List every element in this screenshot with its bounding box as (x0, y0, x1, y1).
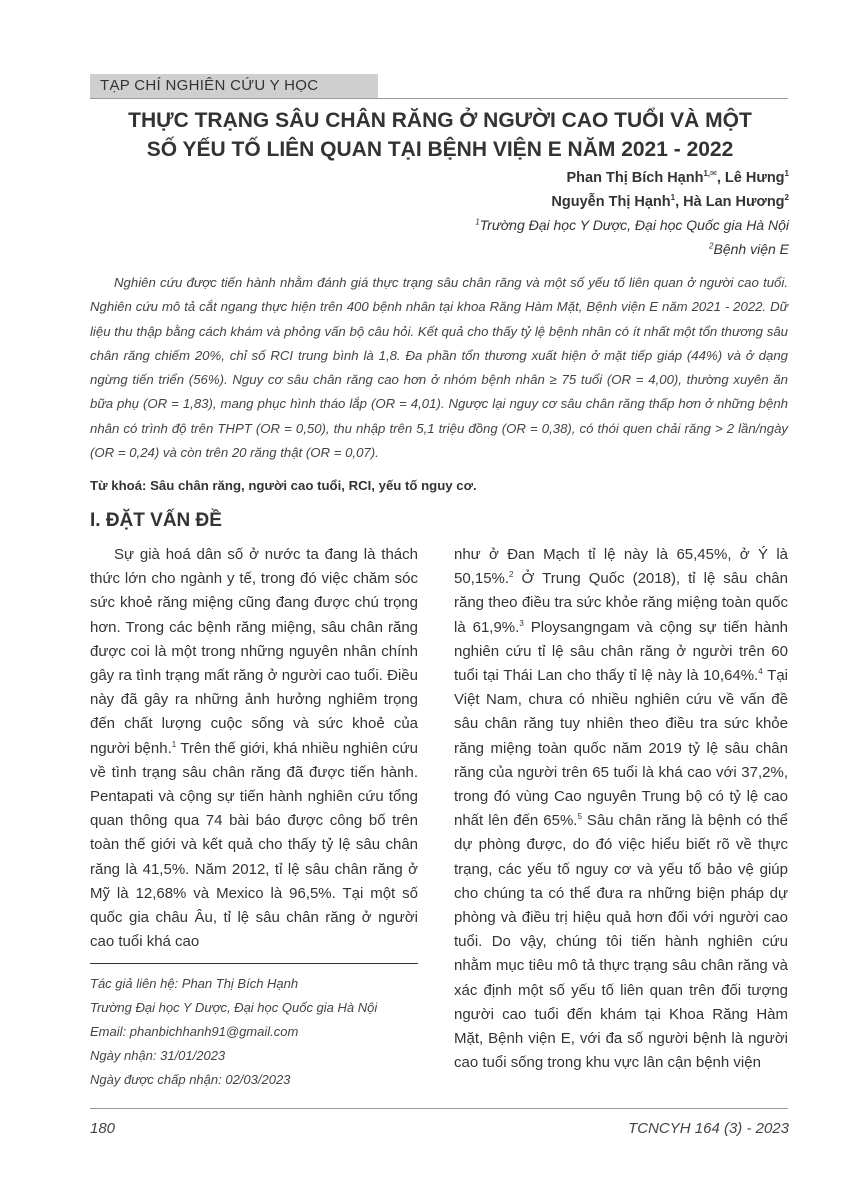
author-name: Hà Lan Hương (683, 194, 785, 210)
footnote-rule (90, 963, 418, 964)
citation-ref[interactable]: 3 (519, 618, 524, 628)
author-list (551, 166, 789, 214)
received-date: Ngày nhận: 31/01/2023 (90, 1048, 226, 1063)
journal-reference: TCNCYH 164 (3) - 2023 (628, 1120, 789, 1137)
author-name: Phan Thị Bích Hạnh (566, 170, 704, 186)
journal-name: TẠP CHÍ NGHIÊN CỨU Y HỌC (100, 77, 319, 94)
page-number: 180 (90, 1120, 116, 1137)
body-column-left: Sự già hoá dân số ở nước ta đang là thách thức lớn cho ngành y tế, trong đó việc chăm sóc sức khoẻ răng miệng cũng đang được chú trọng hơn. Trong các bệnh răng miệng, sâu chân răng được coi là một trong những nguyên nhân chính gây ra tình trạng mất răng ở người cao tuổi. Điều này đã gây ra những ảnh hưởng nghiêm trọng đến chất lượng cuộc sống và sức khoẻ của người bệnh.$^1$ Trên thế giới, khá nhiều nghiên cứu về tình trạng sâu chân răng đã được tiến hành. Pentapati và cộng sự tiến hành nghiên cứu tổng quan thông qua 74 bài báo được công bố trên toàn thế giới và kết quả cho thấy tỷ lệ sâu chân răng là 41,5%. Năm 2012, tỉ lệ sâu chân răng ở Mỹ là 12,68% và Mexico là 96,5%. Tại một số quốc gia châu Âu, tỉ lệ sâu chân răng ở người cao tuổi khá cao (90, 546, 418, 951)
citation-ref[interactable]: 5 (577, 812, 582, 822)
title-line-1: THỰC TRẠNG SÂU CHÂN RĂNG Ở NGƯỜI CAO TUỔI VÀ MỘT (128, 109, 752, 132)
keywords-label: Từ khoá: (90, 478, 147, 493)
footer-rule (90, 1108, 788, 1109)
body-column-right: như ở Đan Mạch tỉ lệ này là 65,45%, ở Ý là 50,15%.$^2$ Ở Trung Quốc (2018), tỉ lệ sâu chân răng theo điều tra sức khỏe răng miệng toàn quốc là 61,9%.$^3$ Ploysangngam và cộng sự tiến hành nghiên cứu tỉ lệ sâu chân răng ở người trên 60 tuổi tại Thái Lan cho thấy tỉ lệ này là 10,64%.$^4$ Tại Việt Nam, chưa có nhiều nghiên cứu về vấn đề sâu chân răng tuy nhiên theo điều tra sức khỏe răng miệng toàn quốc năm 2019 tỷ lệ sâu chân răng của người trên 65 tuổi là khá cao với 37,2%, trong đó vùng Cao nguyên Trung bộ có tỷ lệ cao nhất lên đến 65%.$^5$ Sâu chân răng là bệnh có thể dự phòng được, do đó việc hiểu biết rõ về thực trạng, các yếu tố nguy cơ và yếu tố bảo vệ giúp cho chúng ta có thể đưa ra những biện pháp dự phòng và điều trị hiệu quả hơn đối với người cao tuổi. Do vậy, chúng tôi tiến hành nghiên cứu nhằm mục tiêu mô tả thực trạng sâu chân răng và xác định một số yếu tố liên quan trên đối tượng người cao tuổi đến khám tại Khoa Răng Hàm Mặt, Bệnh viện E, với đa số người bệnh là người cao tuổi sống trong khu vực lân cận bệnh viện (454, 546, 789, 1072)
header-rule (90, 98, 788, 99)
keywords (90, 476, 788, 496)
author-line-2: Nguyễn Thị Hạnh$^1$, Hà Lan Hương$^2$ (551, 193, 789, 210)
title-line-2: SỐ YẾU TỐ LIÊN QUAN TẠI BỆNH VIỆN E NĂM 2021 - 2022 (146, 138, 734, 161)
author-affil-mark: 1 (670, 193, 676, 203)
section-heading: I. ĐẶT VẤN ĐỀ (90, 510, 222, 531)
author-line-1: Phan Thị Bích Hạnh$^{1,✉}$, Lê Hưng$^1$ (566, 169, 789, 186)
author-name: Lê Hưng (724, 170, 785, 186)
author-name: Nguyễn Thị Hạnh (551, 194, 671, 210)
corresponding-author: Tác giả liên hệ: Phan Thị Bích Hạnh (90, 976, 299, 991)
author-affil-mark: 1 (784, 169, 789, 179)
author-affil-mark: 1,✉ (703, 169, 717, 179)
affiliation-2: $^2$Bệnh viện E (709, 241, 789, 257)
citation-ref[interactable]: 4 (758, 667, 763, 677)
abstract: Nghiên cứu được tiến hành nhằm đánh giá thực trạng sâu chân răng và một số yếu tố liên quan ở người cao tuổi. Nghiên cứu mô tả cắt ngang thực hiện trên 400 bệnh nhân tại khoa Răng Hàm Mặt, Bệnh viện E năm 2021 - 2022. Dữ liệu thu thập bằng cách khám và phỏng vấn bộ câu hỏi. Kết quả cho thấy tỷ lệ bệnh nhân có ít nhất một tổn thương sâu chân răng chiếm 20%, chỉ số RCI trung bình là 1,8. Đa phần tổn thương xuất hiện ở mặt tiếp giáp (44%) và ở dạng ngừng tiến triển (56%). Nguy cơ sâu chân răng cao hơn ở nhóm bệnh nhân ≥ 75 tuổi (OR = 4,00), thường xuyên ăn bữa phụ (OR = 1,83), mang phục hình tháo lắp (OR = 4,01). Ngược lại nguy cơ sâu chân răng thấp hơn ở những bệnh nhân có trình độ trên THPT (OR = 0,50), thu nhập trên 5,1 triệu đồng (OR = 0,38), có thói quen chải răng > 2 lần/ngày (OR = 0,24) và còn trên 20 răng thật (OR = 0,07). (90, 275, 788, 461)
keywords-text: Sâu chân răng, người cao tuổi, RCI, yếu tố nguy cơ. (150, 478, 477, 493)
footnote (90, 972, 420, 1092)
citation-ref[interactable]: 2 (509, 570, 514, 580)
author-affil-mark: 2 (784, 193, 789, 203)
citation-ref[interactable]: 1 (171, 739, 177, 749)
accepted-date: Ngày được chấp nhận: 02/03/2023 (90, 1072, 291, 1087)
journal-header-tab (90, 74, 378, 98)
corresponding-email[interactable]: Email: phanbichhanh91@gmail.com (90, 1024, 299, 1039)
article-title (90, 106, 790, 164)
corresponding-institution: Trường Đại học Y Dược, Đại học Quốc gia Hà Nội (90, 1000, 378, 1015)
affiliation-1: $^1$Trường Đại học Y Dược, Đại học Quốc gia Hà Nội (475, 217, 789, 233)
affiliation-list (475, 213, 789, 261)
